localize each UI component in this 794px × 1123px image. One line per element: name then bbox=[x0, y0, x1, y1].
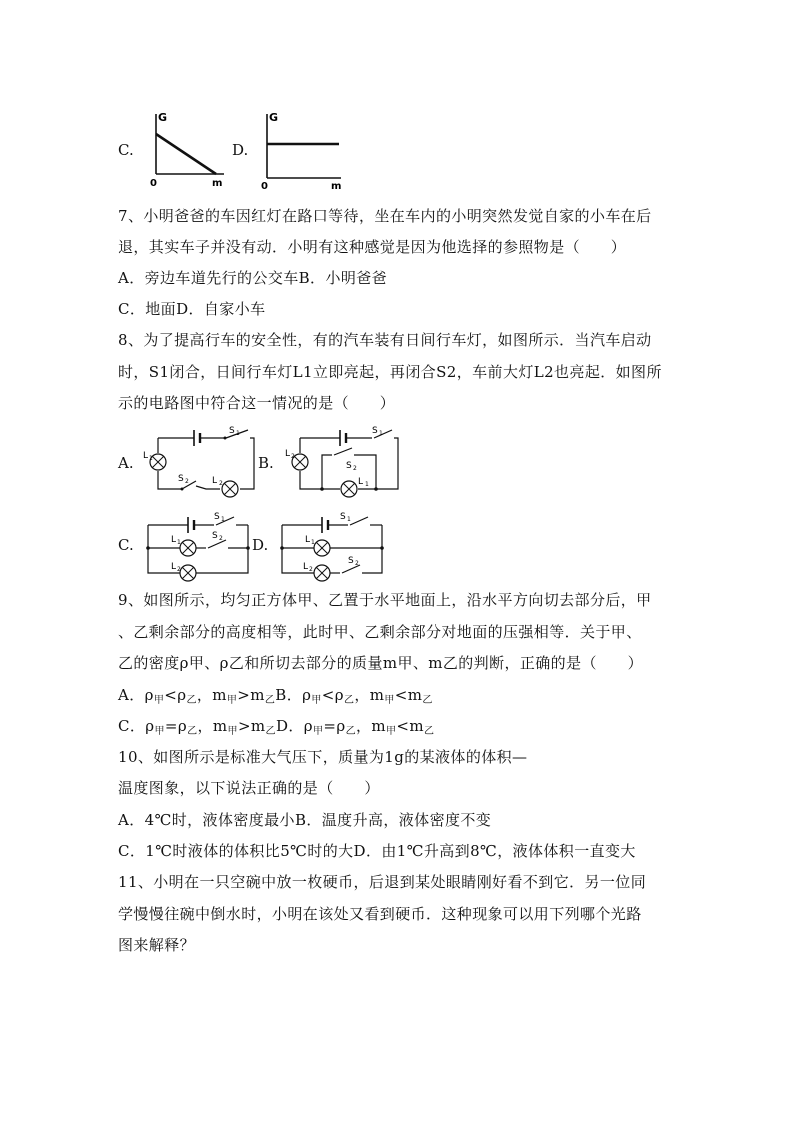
q8d-lamp-l2 bbox=[314, 565, 330, 581]
svg-text:S: S bbox=[229, 426, 235, 436]
q7-options-cd: C．地面D．自家小车 bbox=[118, 300, 266, 318]
svg-text:S: S bbox=[346, 461, 352, 471]
svg-text:L: L bbox=[171, 562, 177, 572]
svg-text:1: 1 bbox=[379, 430, 383, 437]
q10-options-ab: A．4℃时，液体密度最小B．温度升高，液体密度不变 bbox=[118, 811, 492, 829]
q8-option-d-label: D. bbox=[252, 536, 269, 554]
svg-text:1: 1 bbox=[177, 539, 181, 546]
q8-option-b-label: B. bbox=[258, 454, 274, 472]
q7-line-2: 退，其实车子并没有动．小明有这种感觉是因为他选择的参照物是（ ） bbox=[118, 238, 627, 256]
q8-line-2: 时，S1闭合，日间行车灯L1立即亮起，再闭合S2，车前大灯L2也亮起．如图所 bbox=[118, 363, 662, 381]
svg-text:S: S bbox=[348, 556, 354, 566]
q11-line-3: 图来解释？ bbox=[118, 936, 196, 954]
q8-circuit-b bbox=[282, 420, 404, 500]
q6c-axis-g: G bbox=[158, 111, 168, 124]
q9-line-3: 乙的密度ρ甲、ρ乙和所切去部分的质量m甲、m乙的判断，正确的是（ ） bbox=[118, 654, 644, 672]
q8-option-a-label: A. bbox=[118, 454, 134, 472]
svg-text:L: L bbox=[358, 477, 364, 487]
q10-options-cd: C．1℃时液体的体积比5℃时的大D．由1℃升高到8℃，液体体积一直变大 bbox=[118, 842, 636, 860]
q9-options-ab: A．$\rho_甲<\rho_乙$，$m_甲>m_乙B$．$\rho_甲<\rho_乙$，$m_甲<m_乙$ bbox=[118, 686, 433, 706]
q6-graph-c bbox=[148, 110, 228, 190]
svg-text:2: 2 bbox=[219, 535, 223, 542]
svg-text:S: S bbox=[340, 512, 346, 522]
q6-option-c-label: C. bbox=[118, 141, 134, 159]
q9-line-1: 9、如图所示，均匀正方体甲、乙置于水平地面上，沿水平方向切去部分后，甲 bbox=[118, 591, 652, 609]
q6d-origin: 0 bbox=[261, 181, 268, 192]
svg-text:1: 1 bbox=[311, 539, 315, 546]
svg-text:2: 2 bbox=[185, 478, 189, 485]
q9-options-cd: C．$\rho_甲=\rho_乙$，$m_甲>m_乙D$．$\rho_甲=\rho_乙$，$m_甲<m_乙$ bbox=[118, 717, 435, 737]
svg-text:L: L bbox=[285, 449, 291, 459]
svg-text:L: L bbox=[143, 451, 149, 461]
svg-text:L: L bbox=[303, 562, 309, 572]
q10-line-1: 10、如图所示是标准大气压下，质量为1g的某液体的体积— bbox=[118, 748, 528, 766]
q8d-lamp-l1 bbox=[314, 540, 330, 556]
q11-line-2: 学慢慢往碗中倒水时，小明在该处又看到硬币．这种现象可以用下列哪个光路 bbox=[118, 905, 642, 923]
q6-option-d-label: D. bbox=[232, 141, 249, 159]
q9-line-2: 、乙剩余部分的高度相等，此时甲、乙剩余部分对地面的压强相等．关于甲、 bbox=[118, 623, 642, 641]
svg-text:S: S bbox=[214, 512, 220, 522]
svg-text:2: 2 bbox=[219, 480, 223, 487]
svg-text:1: 1 bbox=[221, 516, 225, 523]
svg-text:1: 1 bbox=[347, 516, 351, 523]
q8c-lamp-l2 bbox=[180, 565, 196, 581]
q6d-axis-m: m bbox=[331, 181, 342, 192]
q8-circuit-d bbox=[276, 505, 388, 585]
q6c-graph-line bbox=[156, 134, 216, 174]
svg-text:1: 1 bbox=[149, 455, 153, 462]
svg-text:2: 2 bbox=[355, 560, 359, 567]
q8a-lamp-l2 bbox=[222, 481, 238, 497]
q8-circuit-c bbox=[142, 505, 254, 585]
q8-option-c-label: C. bbox=[118, 536, 134, 554]
svg-text:L: L bbox=[171, 535, 177, 545]
svg-text:2: 2 bbox=[309, 566, 313, 573]
svg-text:S: S bbox=[178, 474, 184, 484]
svg-text:1: 1 bbox=[365, 481, 369, 488]
q7-options-ab: A．旁边车道先行的公交车B．小明爸爸 bbox=[118, 269, 388, 287]
svg-text:2: 2 bbox=[177, 566, 181, 573]
q11-line-1: 11、小明在一只空碗中放一枚硬币，后退到某处眼睛刚好看不到它．另一位同 bbox=[118, 873, 647, 891]
svg-text:S: S bbox=[212, 531, 218, 541]
svg-text:S: S bbox=[372, 426, 378, 436]
q10-line-2: 温度图象，以下说法正确的是（ ） bbox=[118, 779, 380, 797]
q8-line-3: 示的电路图中符合这一情况的是（ ） bbox=[118, 394, 396, 412]
svg-text:L: L bbox=[212, 476, 218, 486]
svg-text:2: 2 bbox=[291, 453, 295, 460]
svg-text:1: 1 bbox=[236, 430, 240, 437]
q6c-axis-m: m bbox=[212, 178, 223, 189]
q8b-lamp-l1 bbox=[341, 481, 357, 497]
q6-graph-d bbox=[259, 110, 349, 190]
q6c-origin: 0 bbox=[150, 178, 157, 189]
q8-circuit-a bbox=[140, 420, 260, 500]
q8-line-1: 8、为了提高行车的安全性，有的汽车装有日间行车灯，如图所示．当汽车启动 bbox=[118, 331, 652, 349]
q8c-lamp-l1 bbox=[180, 540, 196, 556]
svg-text:L: L bbox=[305, 535, 311, 545]
svg-text:2: 2 bbox=[353, 465, 357, 472]
q6d-axis-g: G bbox=[269, 111, 279, 124]
q7-line-1: 7、小明爸爸的车因红灯在路口等待，坐在车内的小明突然发觉自家的小车在后 bbox=[118, 207, 652, 225]
